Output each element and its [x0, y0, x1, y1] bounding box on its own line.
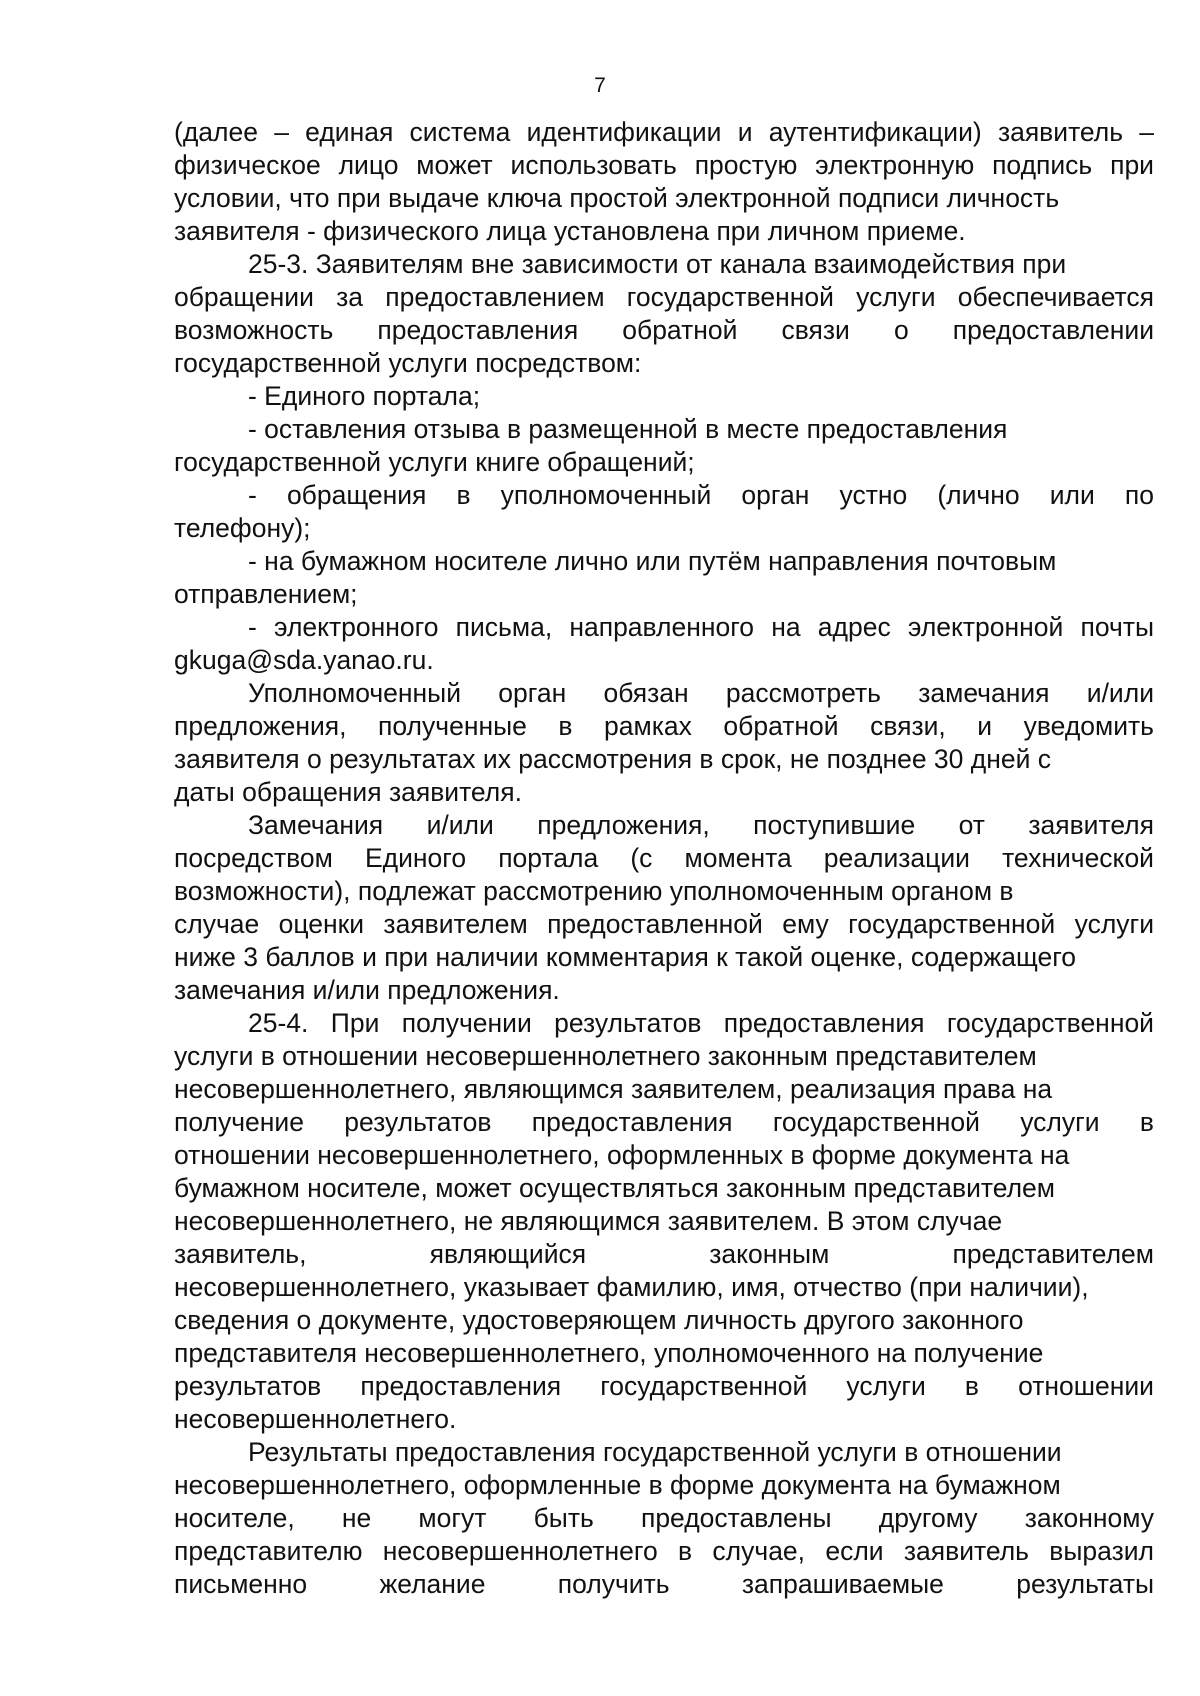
- text-line: заявителя - физического лица установлена при личном приеме.: [174, 216, 966, 246]
- paragraph: [174, 809, 1154, 1007]
- paragraph: [174, 1007, 1154, 1436]
- text-line: несовершеннолетнего.: [174, 1404, 457, 1434]
- text-line: - обращения в уполномоченный орган устно (лично или по: [248, 480, 1154, 510]
- text-line: представителю несовершеннолетнего в случае, если заявитель выразил: [174, 1536, 1154, 1566]
- text-line: получение результатов предоставления государственной услуги в: [174, 1107, 1154, 1137]
- text-line: посредством Единого портала (с момента реализации технической: [174, 843, 1154, 873]
- paragraph: [174, 1436, 1154, 1601]
- paragraph: [174, 545, 1154, 611]
- text-line: несовершеннолетнего, не являющимся заявителем. В этом случае: [174, 1206, 1003, 1236]
- text-line: даты обращения заявителя.: [174, 777, 522, 807]
- text-line: физическое лицо может использовать простую электронную подпись при: [174, 150, 1154, 180]
- text-line: телефону);: [174, 513, 311, 543]
- document-body: [174, 116, 1154, 1601]
- text-line: результатов предоставления государственной услуги в отношении: [174, 1371, 1154, 1401]
- text-line: 25-3. Заявителям вне зависимости от канала взаимодействия при: [248, 249, 1067, 279]
- text-line: носителе, не могут быть предоставлены другому законному: [174, 1503, 1154, 1533]
- text-line: возможности), подлежат рассмотрению уполномоченным органом в: [174, 876, 1014, 906]
- text-line: бумажном носителе, может осуществляться законным представителем: [174, 1173, 1055, 1203]
- text-line: услуги в отношении несовершеннолетнего законным представителем: [174, 1041, 1037, 1071]
- text-line: условии, что при выдаче ключа простой электронной подписи личность: [174, 183, 1060, 213]
- paragraph: [174, 248, 1154, 380]
- text-line: сведения о документе, удостоверяющем личность другого законного: [174, 1305, 1024, 1335]
- text-line: предложения, полученные в рамках обратной связи, и уведомить: [174, 711, 1154, 741]
- text-line: Замечания и/или предложения, поступившие от заявителя: [248, 810, 1154, 840]
- text-line: письменно желание получить запрашиваемые результаты: [174, 1569, 1154, 1599]
- text-line: заявителя о результатах их рассмотрения в срок, не позднее 30 дней с: [174, 744, 1052, 774]
- text-line: 25-4. При получении результатов предоставления государственной: [248, 1008, 1154, 1038]
- text-line: отношении несовершеннолетнего, оформленных в форме документа на: [174, 1140, 1070, 1170]
- text-line: возможность предоставления обратной связи о предоставлении: [174, 315, 1154, 345]
- text-line: - оставления отзыва в размещенной в месте предоставления: [248, 414, 1008, 444]
- paragraph: [174, 611, 1154, 677]
- text-line: несовершеннолетнего, оформленные в форме документа на бумажном: [174, 1470, 1061, 1500]
- text-line: отправлением;: [174, 579, 358, 609]
- paragraph: [174, 413, 1154, 479]
- text-line: замечания и/или предложения.: [174, 975, 560, 1005]
- page-number: 7: [594, 74, 606, 97]
- paragraph: [174, 677, 1154, 809]
- text-line: gkuga@sda.yanao.ru.: [174, 645, 434, 675]
- text-line: несовершеннолетнего, указывает фамилию, имя, отчество (при наличии),: [174, 1272, 1089, 1302]
- paragraph: [174, 479, 1154, 545]
- text-line: представителя несовершеннолетнего, уполномоченного на получение: [174, 1338, 1044, 1368]
- text-line: государственной услуги книге обращений;: [174, 447, 695, 477]
- text-line: Результаты предоставления государственной услуги в отношении: [248, 1437, 1062, 1467]
- text-line: ниже 3 баллов и при наличии комментария к такой оценке, содержащего: [174, 942, 1077, 972]
- text-line: государственной услуги посредством:: [174, 348, 642, 378]
- text-line: (далее – единая система идентификации и аутентификации) заявитель –: [174, 117, 1154, 147]
- text-line: несовершеннолетнего, являющимся заявителем, реализация права на: [174, 1074, 1053, 1104]
- text-line: Уполномоченный орган обязан рассмотреть замечания и/или: [248, 678, 1154, 708]
- paragraph: [174, 116, 1154, 248]
- paragraph: [174, 380, 1154, 413]
- text-line: заявитель, являющийся законным представителем: [174, 1239, 1154, 1269]
- text-line: - на бумажном носителе лично или путём направления почтовым: [248, 546, 1057, 576]
- text-line: - электронного письма, направленного на адрес электронной почты: [248, 612, 1154, 642]
- text-line: случае оценки заявителем предоставленной ему государственной услуги: [174, 909, 1154, 939]
- text-line: обращении за предоставлением государственной услуги обеспечивается: [174, 282, 1154, 312]
- text-line: - Единого портала;: [248, 381, 481, 411]
